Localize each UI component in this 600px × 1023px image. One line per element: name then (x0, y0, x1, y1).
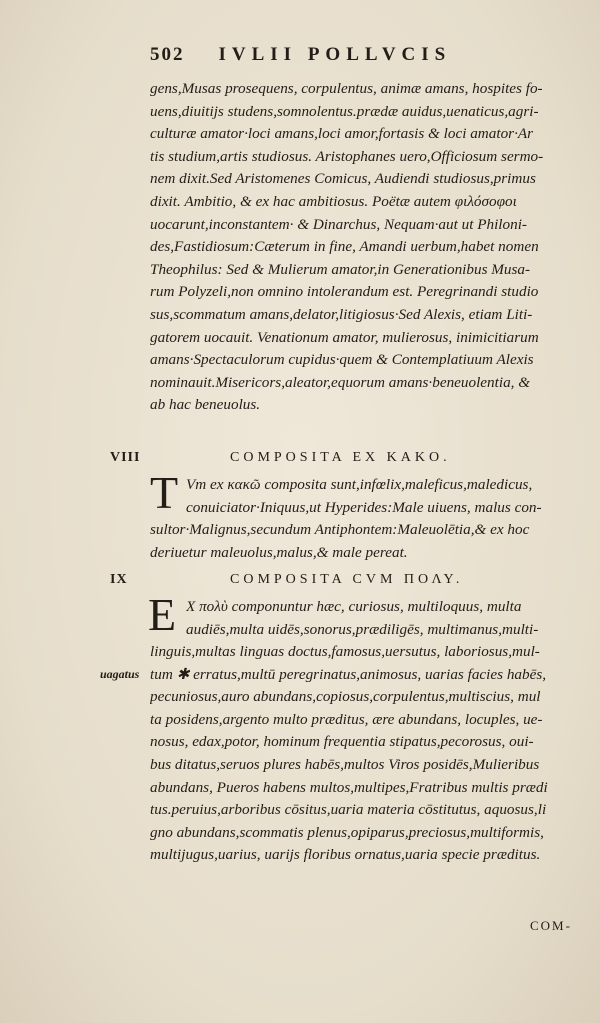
text-line: gatorem uocauit. Venationum amator, mulierosus, inimicitiarum (150, 328, 539, 346)
text-line: gens,Musas prosequens, corpulentus, animæ amans, hospites fo- (150, 80, 543, 97)
text-line: pecuniosus,auro abundans,copiosus,corpulentus,multiscius, mul (150, 688, 541, 706)
section-title: COMPOSITA CVM ΠΟΛΥ. (230, 572, 464, 587)
text-line: ab hac beneuolus. (150, 396, 261, 414)
text-line: des,Fastidiosum:Cæterum in fine, Amandi uerbum,habet nomen (150, 238, 539, 256)
text-line: linguis,multas linguas doctus,famosus,uersutus, laboriosus,mul- (150, 643, 540, 660)
text-line: uocarunt,inconstantem· & Dinarchus, Nequam·aut ut Philoni- (150, 215, 527, 233)
text-line: nosus, edax,potor, hominum frequentia stipatus,pecorosus, oui- (150, 733, 534, 751)
text-line: rum Polyzeli,non omnino intolerandum est. Peregrinandi studio (150, 283, 539, 301)
text-line: multijugus,uarius, uarijs floribus ornatus,uaria specie præditus. (150, 846, 541, 864)
text-line: Theophilus: Sed & Mulierum amator,in Generationibus Musa- (150, 260, 531, 278)
paragraph-top (150, 78, 590, 417)
running-title: IVLII POLLVCIS (218, 44, 452, 65)
text-line: audiēs,multa uidēs,sonorus,prædiligēs, multimanus,multi- (186, 620, 539, 638)
text-line: tus.peruius,arboribus cōsitus,uaria materia cōstitutus, aquosus,li (150, 801, 547, 819)
text-line: conuiciator·Iniquus,ut Hyperides:Male uiuens, malus con- (186, 498, 542, 516)
text-line: bus ditatus,seruos plures habēs,multos Viros posidēs,Mulieribus (150, 755, 540, 773)
paragraph-ix (150, 641, 590, 867)
text-line: sus,scommatum amans,delator,litigiosus·Sed Alexis, etiam Liti- (150, 305, 533, 323)
section-title: COMPOSITA EX KAKO. (230, 450, 451, 465)
text-line: tis studium,artis studiosus. Aristophanes uero,Officiosum sermo- (150, 147, 544, 165)
drop-cap: E (148, 589, 177, 640)
margin-note: uagatus (100, 667, 140, 681)
text-line: gno abundans,scommatis plenus,opiparus,preciosus,multiformis, (150, 823, 544, 841)
text-line: deriuetur maleuolus,malus,& male pereat. (150, 543, 408, 561)
section-number: VIII (110, 450, 141, 465)
paragraph-viii-indented (186, 474, 590, 519)
section-number: IX (110, 572, 128, 587)
text-line: dixit. Ambitio, & ex hac ambitiosus. Poëtæ autem φιλόσοφοι (150, 192, 517, 210)
text-line: uens,diuitijs studens,somnolentus.prædæ auidus,uenaticus,agri- (150, 102, 539, 120)
text-line: tum ✱ erratus,multū peregrinatus,animosus, uarias facies habēs, (150, 665, 547, 683)
catchword: COM- (530, 918, 572, 933)
drop-cap: T (150, 467, 179, 518)
text-line: ta posidens,argento multo præditus, ære abundans, locuples, ue- (150, 710, 543, 728)
paragraph-ix-indented (186, 596, 590, 641)
text-line: amans·Spectaculorum cupidus·quem & Contemplatiuum Alexis (150, 351, 534, 369)
page-number: 502 (150, 44, 185, 65)
text-line: sultor·Malignus,secundum Antiphontem:Maleuolētia,& ex hoc (150, 521, 530, 538)
text-line: Vm ex κακῶ composita sunt,infœlix,maleficus,maledicus, (186, 476, 533, 493)
running-header (150, 44, 540, 66)
text-line: nominauit.Misericors,aleator,equorum amans·beneuolentia, & (150, 373, 531, 391)
paragraph-viii (150, 519, 590, 564)
text-line: culturæ amator·loci amans,loci amor,fortasis & loci amator·Ar (150, 125, 534, 143)
text-line: nem dixit.Sed Aristomenes Comicus, Audiendi studiosus,primus (150, 170, 536, 188)
text-line: abundans, Pueros habens multos,multipes,Fratribus multis prædi (150, 778, 548, 796)
text-line: X πολὺ componuntur hæc, curiosus, multiloquus, multa (186, 598, 522, 615)
